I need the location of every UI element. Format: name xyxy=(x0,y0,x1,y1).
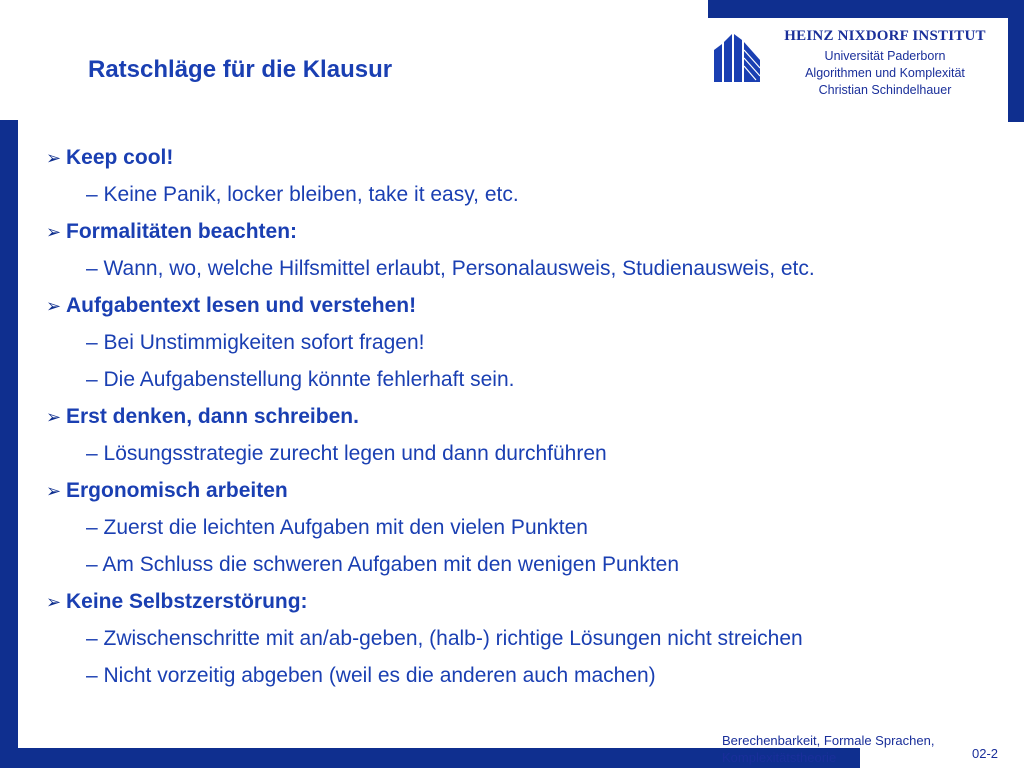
institute-line-university: Universität Paderborn xyxy=(824,49,946,63)
bullet-text: Keine Selbstzerstörung: xyxy=(66,590,308,613)
bullet-item xyxy=(46,583,996,620)
sub-bullet-item: – Die Aufgabenstellung könnte fehlerhaft sein. xyxy=(86,368,515,391)
bullet-text: Ergonomisch arbeiten xyxy=(66,479,288,502)
institute-block xyxy=(768,28,1002,99)
footer xyxy=(722,732,934,766)
sub-bullet-item: – Wann, wo, welche Hilfsmittel erlaubt, Personalausweis, Studienausweis, etc. xyxy=(86,257,815,280)
bullet-list xyxy=(46,139,996,694)
footer-course-line1: Berechenbarkeit, Formale Sprachen, xyxy=(722,733,935,748)
bullet-item xyxy=(46,287,996,324)
sub-bullet-item: – Zuerst die leichten Aufgaben mit den vielen Punkten xyxy=(86,516,588,539)
sub-bullet-item: – Bei Unstimmigkeiten sofort fragen! xyxy=(86,331,425,354)
arrow-bullet-icon: ➢ xyxy=(46,481,62,501)
arrow-bullet-icon: ➢ xyxy=(46,592,62,612)
bullet-item xyxy=(46,139,996,176)
frame-right-bar xyxy=(1008,0,1024,122)
hni-logo-icon xyxy=(714,30,760,88)
bullet-text: Erst denken, dann schreiben. xyxy=(66,405,359,428)
arrow-bullet-icon: ➢ xyxy=(46,222,62,242)
arrow-bullet-icon: ➢ xyxy=(46,296,62,316)
bullet-item xyxy=(46,398,996,435)
arrow-bullet-icon: ➢ xyxy=(46,148,62,168)
page-number: 02-2 xyxy=(972,746,999,761)
institute-name: HEINZ NIXDORF INSTITUT xyxy=(784,28,986,44)
institute-line-group: Algorithmen und Komplexität xyxy=(805,66,965,80)
bullet-text: Aufgabentext lesen und verstehen! xyxy=(66,294,417,317)
sub-bullet-item: – Nicht vorzeitig abgeben (weil es die anderen auch machen) xyxy=(86,664,656,687)
bullet-text: Formalitäten beachten: xyxy=(66,220,298,243)
sub-bullet-item: – Lösungsstrategie zurecht legen und dann durchführen xyxy=(86,442,607,465)
footer-course-line2: Komplexitätstheorie xyxy=(722,750,837,765)
frame-left-bar xyxy=(0,120,18,748)
sub-bullet-item: – Keine Panik, locker bleiben, take it easy, etc. xyxy=(86,183,519,206)
sub-bullet-item: – Am Schluss die schweren Aufgaben mit den wenigen Punkten xyxy=(86,553,680,576)
bullet-item xyxy=(46,472,996,509)
institute-line-author: Christian Schindelhauer xyxy=(818,83,952,97)
slide-title: Ratschläge für die Klausur xyxy=(88,56,393,83)
bullet-text: Keep cool! xyxy=(66,146,174,169)
bullet-item xyxy=(46,213,996,250)
arrow-bullet-icon: ➢ xyxy=(46,407,62,427)
sub-bullet-item: – Zwischenschritte mit an/ab-geben, (halb-) richtige Lösungen nicht streichen xyxy=(86,627,803,650)
frame-top-bar xyxy=(708,0,1024,18)
